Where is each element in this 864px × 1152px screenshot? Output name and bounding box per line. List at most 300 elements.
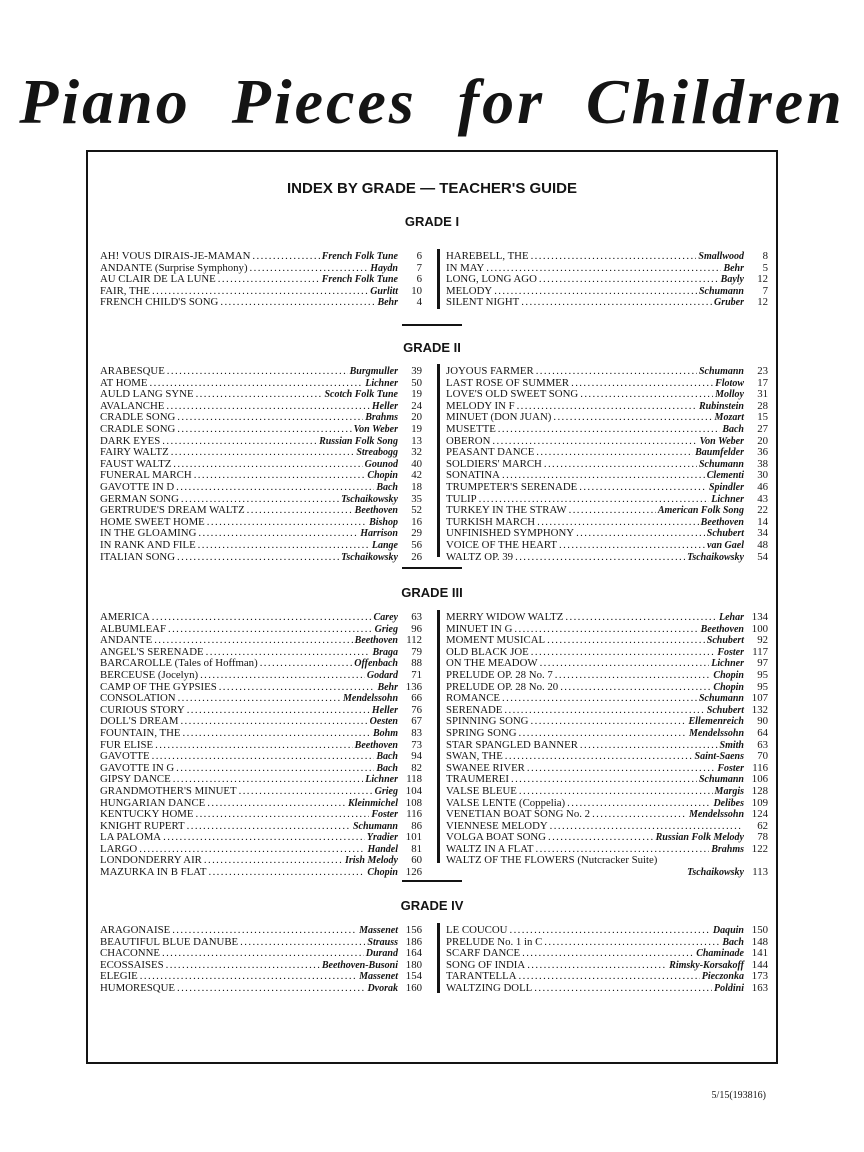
composer-name: Tschaikowsky: [341, 493, 398, 505]
composer-name: Chaminade: [696, 948, 744, 960]
piece-title: ARABESQUE: [100, 365, 165, 377]
composer-name: Bach: [376, 481, 398, 493]
composer-name: Russian Folk Song: [319, 435, 398, 447]
composer-name: Irish Melody: [344, 855, 398, 867]
page-number: 5: [762, 261, 768, 274]
page-number: 122: [751, 842, 768, 855]
page-number: 126: [405, 866, 422, 879]
composer-name: Schumann: [352, 820, 398, 832]
index-entry: [446, 670, 768, 682]
leader-dots: [548, 832, 654, 844]
composer-name: Behr: [723, 262, 744, 274]
piece-title: PRELUDE No. 1 in C: [446, 935, 543, 948]
grade-column-right: [446, 251, 768, 309]
piece-title: HUMORESQUE: [100, 981, 175, 994]
composer-name: Bach: [376, 751, 398, 763]
piece-title: SONATINA: [446, 469, 500, 482]
composer-name: Bach: [722, 936, 744, 948]
page-number: 48: [757, 538, 768, 551]
index-entry: [446, 366, 768, 378]
leader-dots: [511, 774, 697, 786]
leader-dots: [550, 821, 742, 833]
leader-dots: [187, 821, 351, 833]
piece-title: LAST ROSE OF SUMMER: [446, 376, 570, 389]
index-entry: [100, 505, 422, 517]
page-number: 96: [411, 622, 422, 635]
page-number: 94: [411, 750, 422, 763]
piece-title: CRADLE SONG: [100, 422, 176, 435]
page-number: 82: [411, 761, 422, 774]
composer-name: Tschaikowsky: [687, 551, 744, 563]
leader-dots: [505, 751, 693, 763]
composer-name: Beethoven: [354, 635, 398, 647]
piece-title: SPRING SONG: [446, 726, 517, 739]
leader-dots: [204, 855, 343, 867]
index-entry: [100, 251, 422, 263]
leader-dots: [592, 809, 687, 821]
index-entry: [100, 832, 422, 844]
piece-title: ECOSSAISES: [100, 958, 164, 971]
composer-name: Oesten: [369, 716, 398, 728]
piece-title: FAIRY WALTZ: [100, 446, 169, 459]
piece-title: LE COUCOU: [446, 924, 508, 936]
piece-title: SWAN, THE: [446, 750, 503, 763]
piece-title: FRENCH CHILD'S SONG: [100, 296, 219, 309]
index-entry: [446, 482, 768, 494]
piece-title: HUNGARIAN DANCE: [100, 796, 206, 809]
index-entry: [446, 297, 768, 309]
column-divider: [437, 364, 440, 557]
page-number: 12: [757, 273, 768, 286]
piece-title: JOYOUS FARMER: [446, 365, 534, 377]
page-number: 29: [411, 527, 422, 540]
piece-title: DARK EYES: [100, 434, 161, 447]
page-number: 6: [416, 250, 422, 262]
leader-dots: [576, 528, 705, 540]
page-number: 43: [757, 492, 768, 505]
leader-dots: [176, 763, 374, 775]
page-number: 95: [757, 668, 768, 681]
piece-title: ITALIAN SONG: [100, 550, 176, 563]
leader-dots: [155, 740, 353, 752]
leader-dots: [198, 528, 358, 540]
leader-dots: [194, 470, 366, 482]
page-number: 132: [751, 703, 768, 716]
piece-title: WALTZ OF THE FLOWERS (Nutcracker Suite): [446, 854, 658, 867]
page-number: 64: [757, 726, 768, 739]
leader-dots: [509, 925, 710, 937]
grade-column-left: [100, 925, 422, 995]
page-number: 95: [757, 680, 768, 693]
piece-title: MELODY: [446, 284, 493, 297]
page-number: 128: [751, 784, 768, 797]
composer-name: Bach: [376, 762, 398, 774]
composer-name: Heller: [371, 704, 398, 716]
index-entry: [100, 809, 422, 821]
page-number: 24: [411, 399, 422, 412]
page-number: 7: [416, 261, 422, 274]
composer-name: Behr: [377, 681, 398, 693]
page-number: 136: [405, 680, 422, 693]
piece-title: MAZURKA IN B FLAT: [100, 866, 207, 879]
page-number: 36: [757, 446, 768, 459]
composer-name: Burgmuller: [349, 366, 398, 377]
composer-name: Grieg: [374, 623, 398, 635]
piece-title: ANGEL'S SERENADE: [100, 645, 204, 658]
index-entry: [100, 540, 422, 552]
piece-title: ALBUMLEAF: [100, 622, 166, 635]
piece-title: CHACONNE: [100, 947, 160, 960]
composer-name: Ellemenreich: [688, 716, 744, 728]
page-number: 62: [757, 819, 768, 832]
piece-title: AT HOME: [100, 376, 148, 389]
page-number: 70: [757, 750, 768, 763]
composer-name: Gurlitt: [370, 285, 398, 297]
piece-title: GERTRUDE'S DREAM WALTZ: [100, 504, 245, 517]
composer-name: Margis: [714, 785, 744, 797]
piece-title: TURKEY IN THE STRAW: [446, 504, 567, 517]
piece-title: BEAUTIFUL BLUE DANUBE: [100, 935, 239, 948]
composer-name: Schubert: [706, 528, 744, 540]
leader-dots: [502, 693, 697, 705]
leader-dots: [195, 809, 369, 821]
piece-title: SWANEE RIVER: [446, 761, 525, 774]
composer-name: Smith: [719, 739, 744, 751]
composer-name: Tschaikowsky: [687, 867, 744, 879]
page-number: 16: [411, 515, 422, 528]
leader-dots: [560, 682, 711, 694]
leader-dots: [167, 366, 348, 378]
page-number: 81: [411, 842, 422, 855]
page-number: 4: [416, 296, 422, 309]
page-number: 63: [757, 738, 768, 751]
leader-dots: [250, 263, 369, 275]
leader-dots: [172, 925, 357, 937]
piece-title: IN MAY: [446, 261, 485, 274]
composer-name: Strauss: [367, 936, 398, 948]
index-entry: [100, 867, 422, 879]
page-number: 42: [411, 469, 422, 482]
page-number: 92: [757, 634, 768, 647]
leader-dots: [565, 612, 717, 624]
composer-name: Beethoven: [700, 623, 744, 635]
piece-title: ANDANTE (Surprise Symphony): [100, 261, 248, 274]
leader-dots: [519, 728, 687, 740]
leader-dots: [580, 389, 713, 401]
page-number: 46: [757, 480, 768, 493]
page-number: 134: [751, 611, 768, 623]
page-title: Piano Pieces for Children: [19, 66, 845, 137]
leader-dots: [527, 960, 667, 972]
composer-name: Smallwood: [698, 251, 744, 262]
piece-title: TRUMPETER'S SERENADE: [446, 480, 578, 493]
page-number: 76: [411, 703, 422, 716]
page-number: 108: [405, 796, 422, 809]
leader-dots: [547, 635, 705, 647]
piece-title: MINUET IN G: [446, 622, 513, 635]
piece-title: FAIR, THE: [100, 284, 150, 297]
leader-dots: [207, 798, 346, 810]
page-number: 113: [752, 866, 768, 879]
index-entry: [446, 274, 768, 286]
piece-title: MOMENT MUSICAL: [446, 634, 546, 647]
page-number: 150: [751, 924, 768, 936]
composer-name: Chopin: [367, 867, 398, 879]
page-number: 107: [751, 692, 768, 705]
composer-name: van Gael: [707, 539, 744, 551]
piece-title: OBERON: [446, 434, 491, 447]
index-entry: [446, 786, 768, 798]
page-number: 83: [411, 726, 422, 739]
composer-name: Beethoven: [354, 739, 398, 751]
page-number: 106: [751, 773, 768, 786]
composer-name: Mendelssohn: [342, 693, 398, 705]
index-entry: [446, 728, 768, 740]
piece-title: GERMAN SONG: [100, 492, 179, 505]
page-number: 34: [757, 527, 768, 540]
piece-title: AU CLAIR DE LA LUNE: [100, 273, 216, 286]
page-number: 118: [406, 773, 422, 786]
page-number: 173: [751, 970, 768, 983]
composer-name: Scotch Folk Tune: [324, 389, 398, 401]
page-number: 63: [411, 611, 422, 623]
piece-title: VENETIAN BOAT SONG No. 2: [446, 808, 591, 821]
piece-title: ROMANCE: [446, 692, 500, 705]
index-entry: [446, 612, 768, 624]
leader-dots: [177, 983, 365, 995]
leader-dots: [534, 983, 712, 995]
leader-dots: [571, 378, 713, 390]
composer-name: Yradier: [366, 832, 398, 844]
composer-name: Handel: [367, 843, 398, 855]
piece-title: SONG OF INDIA: [446, 958, 526, 971]
leader-dots: [152, 751, 375, 763]
piece-title: MINUET (DON JUAN): [446, 411, 552, 424]
leader-dots: [162, 436, 317, 448]
composer-name: Spindler: [708, 481, 744, 493]
composer-name: Gruber: [713, 297, 744, 309]
grade-column-left: [100, 251, 422, 309]
grade-rule: [402, 880, 462, 882]
composer-name: Dvorak: [367, 982, 398, 994]
grade-heading: GRADE I: [404, 214, 460, 229]
composer-name: Lange: [371, 539, 398, 551]
composer-name: Schumann: [698, 458, 744, 470]
piece-title: VALSE BLEUE: [446, 784, 517, 797]
leader-dots: [218, 274, 320, 286]
page-number: 52: [411, 504, 422, 517]
index-entry: [446, 867, 768, 879]
leader-dots: [515, 552, 685, 564]
composer-name: Lichner: [711, 658, 744, 670]
column-divider: [437, 923, 440, 993]
composer-name: Beethoven-Busoni: [321, 959, 398, 971]
piece-title: VIENNESE MELODY: [446, 819, 548, 832]
piece-title: TRAUMEREI: [446, 773, 509, 786]
index-entry: [100, 693, 422, 705]
index-heading: INDEX BY GRADE — TEACHER'S GUIDE: [287, 180, 577, 197]
leader-dots: [178, 693, 341, 705]
leader-dots: [504, 705, 704, 717]
page-number: 17: [757, 376, 768, 389]
page-number: 86: [411, 819, 422, 832]
page-number: 124: [751, 808, 768, 821]
piece-title: SERENADE: [446, 703, 503, 716]
index-entry: [100, 751, 422, 763]
composer-name: Lehar: [719, 612, 744, 623]
composer-name: Clementi: [706, 470, 744, 482]
piece-title: AMERICA: [100, 611, 150, 623]
index-entry: [446, 809, 768, 821]
piece-title: BERCEUSE (Jocelyn): [100, 668, 199, 681]
page-number: 90: [757, 715, 768, 728]
leader-dots: [173, 459, 362, 471]
page-number: 7: [762, 284, 768, 297]
page-number: 117: [752, 645, 768, 658]
leader-dots: [527, 763, 715, 775]
composer-name: Schumann: [698, 693, 744, 705]
composer-name: Baumfelder: [695, 447, 744, 459]
page-number: 18: [411, 480, 422, 493]
piece-title: LOVE'S OLD SWEET SONG: [446, 388, 579, 401]
page-number: 97: [757, 657, 768, 670]
index-entry: [446, 540, 768, 552]
leader-dots: [196, 389, 323, 401]
piece-title: STAR SPANGLED BANNER: [446, 738, 578, 751]
index-entry: [100, 366, 422, 378]
leader-dots: [531, 716, 687, 728]
composer-name: Schumann: [698, 285, 744, 297]
page-number: 35: [411, 492, 422, 505]
leader-dots: [531, 251, 697, 263]
page-number: 164: [405, 947, 422, 960]
page-number: 20: [411, 411, 422, 424]
composer-name: Russian Folk Melody: [655, 832, 744, 844]
piece-title: ANDANTE: [100, 634, 153, 647]
grade-column-right: [446, 612, 768, 879]
grade-column-left: [100, 366, 422, 563]
piece-title: FOUNTAIN, THE: [100, 726, 181, 739]
page-number: 104: [405, 784, 422, 797]
piece-title: LONDONDERRY AIR: [100, 854, 202, 867]
composer-name: Daquin: [712, 925, 744, 936]
composer-name: Poldini: [713, 982, 744, 994]
column-divider: [437, 610, 440, 863]
index-entry: [446, 983, 768, 995]
piece-title: SILENT NIGHT: [446, 296, 520, 309]
piece-title: BARCAROLLE (Tales of Hoffman): [100, 657, 258, 670]
leader-dots: [162, 948, 364, 960]
leader-dots: [553, 412, 712, 424]
piece-title: AH! VOUS DIRAIS-JE-MAMAN: [100, 250, 251, 262]
page-number: 19: [411, 422, 422, 435]
grade-column-left: [100, 612, 422, 879]
piece-title: OLD BLACK JOE: [446, 645, 529, 658]
composer-name: Pieczonka: [701, 971, 744, 983]
piece-title: LONG, LONG AGO: [446, 273, 537, 286]
piece-title: AULD LANG SYNE: [100, 388, 194, 401]
index-entry: [100, 552, 422, 564]
index-entry: [100, 960, 422, 972]
page-number: 141: [751, 947, 768, 960]
composer-name: Schubert: [706, 635, 744, 647]
index-entry: [446, 251, 768, 263]
piece-title: AVALANCHE: [100, 399, 165, 412]
page-number: 39: [411, 365, 422, 377]
leader-dots: [171, 447, 355, 459]
piece-title: FAUST WALTZ: [100, 457, 172, 470]
composer-name: Saint-Saens: [694, 751, 744, 763]
page-number: 154: [405, 970, 422, 983]
page-number: 30: [757, 469, 768, 482]
piece-title: UNFINISHED SYMPHONY: [446, 527, 575, 540]
piece-title: FUR ELISE: [100, 738, 154, 751]
composer-name: Rubinstein: [698, 400, 744, 412]
composer-name: Braga: [372, 646, 398, 658]
page-number: 71: [411, 668, 422, 681]
index-entry: [446, 447, 768, 459]
page-number: 22: [757, 504, 768, 517]
composer-name: Bach: [722, 423, 744, 435]
composer-name: Streabogg: [356, 447, 398, 459]
piece-title: SPINNING SONG: [446, 715, 529, 728]
grade-column-right: [446, 925, 768, 995]
piece-title: WALTZING DOLL: [446, 981, 533, 994]
page-number: 23: [757, 365, 768, 377]
index-entry: [100, 424, 422, 436]
composer-name: Offenbach: [354, 658, 398, 670]
piece-title: PRELUDE OP. 28 No. 20: [446, 680, 559, 693]
page-number: 50: [411, 376, 422, 389]
index-entry: [100, 447, 422, 459]
index-entry: [100, 612, 422, 624]
index-entry: [446, 505, 768, 517]
grade-heading: GRADE II: [403, 340, 461, 355]
composer-name: Lichner: [365, 377, 398, 389]
piece-title: VALSE LENTE (Coppelia): [446, 796, 566, 809]
page-number: 116: [406, 808, 422, 821]
page-number: 101: [405, 831, 422, 844]
leader-dots: [260, 658, 353, 670]
piece-title: TULIP: [446, 492, 477, 505]
composer-name: Von Weber: [699, 435, 744, 447]
piece-title: GRANDMOTHER'S MINUET: [100, 784, 237, 797]
page-number: 26: [411, 550, 422, 563]
leader-dots: [247, 505, 353, 517]
piece-title: SOLDIERS' MARCH: [446, 457, 542, 470]
page-number: 163: [751, 981, 768, 994]
composer-name: Carey: [373, 612, 398, 623]
leader-dots: [220, 297, 375, 309]
leader-dots: [498, 424, 721, 436]
composer-name: Chopin: [367, 470, 398, 482]
piece-title: WALTZ OP. 39: [446, 550, 514, 563]
leader-dots: [176, 482, 374, 494]
leader-dots: [522, 948, 694, 960]
piece-title: ON THE MEADOW: [446, 657, 538, 670]
page-number: 79: [411, 645, 422, 658]
piece-title: IN RANK AND FILE: [100, 538, 196, 551]
composer-name: Brahms: [711, 843, 744, 855]
composer-name: Schubert: [706, 704, 744, 716]
composer-name: Mendelssohn: [688, 727, 744, 739]
piece-title: ELEGIE: [100, 970, 138, 983]
leader-dots: [540, 658, 710, 670]
index-entry: [446, 693, 768, 705]
leader-dots: [539, 274, 719, 286]
leader-dots: [166, 401, 370, 413]
composer-name: Behr: [377, 297, 398, 309]
